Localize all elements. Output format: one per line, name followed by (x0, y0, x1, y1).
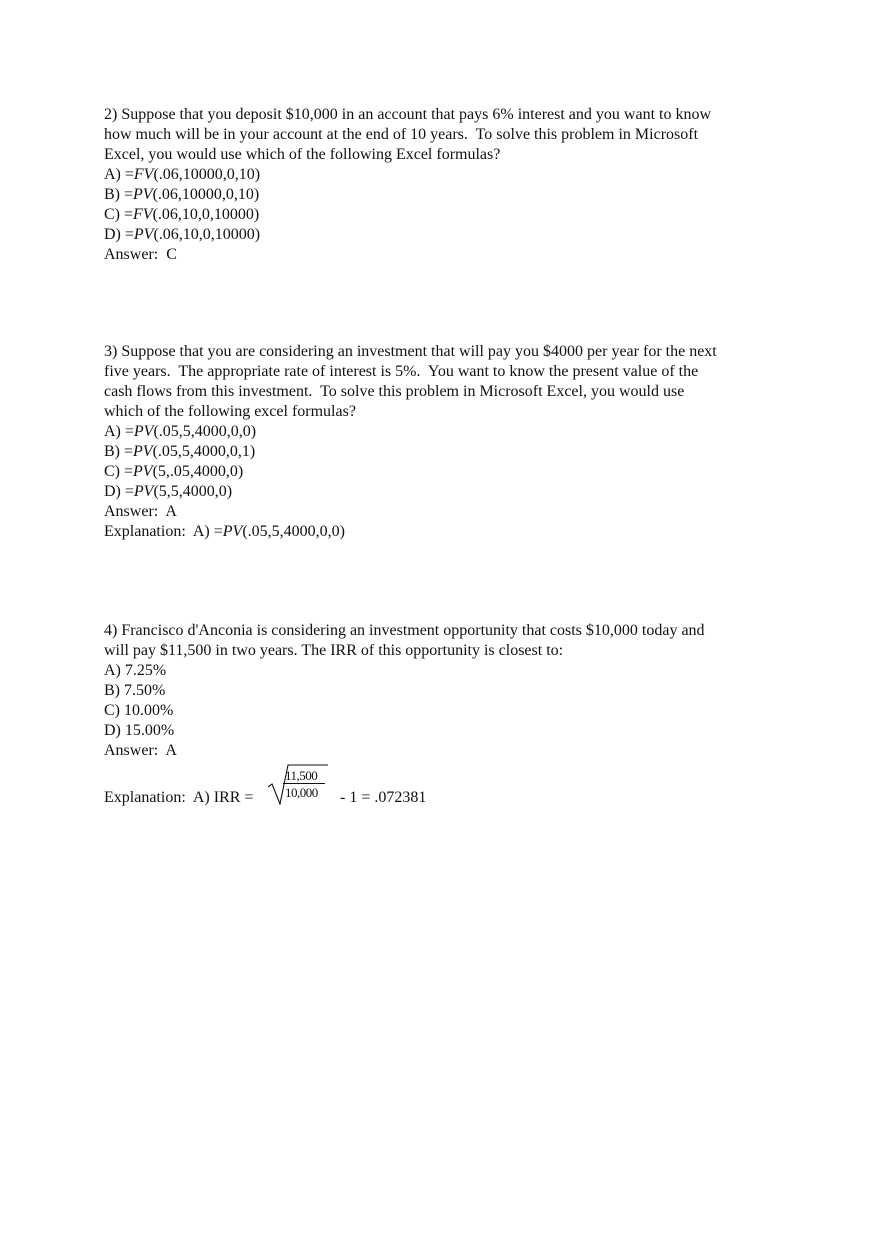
option-function: PV (133, 463, 153, 480)
explanation-function: PV (222, 523, 243, 540)
question-3-option-d (104, 482, 784, 502)
explanation-label: Explanation: A) IRR = (104, 789, 254, 806)
explanation-prefix: Explanation: A) = (104, 523, 223, 540)
option-args: (5,5,4000,0) (153, 483, 233, 500)
option-prefix: B) = (104, 186, 134, 203)
option-function: FV (133, 166, 154, 183)
question-2-stem-line: 2) Suppose that you deposit $10,000 in an account that pays 6% interest and you want to know (104, 106, 712, 123)
question-4-option-a: A) 7.25% (104, 662, 167, 679)
question-4-option-b: B) 7.50% (104, 682, 166, 699)
option-function: PV (133, 483, 154, 500)
question-4-answer: Answer: A (104, 742, 177, 759)
question-3-option-c (104, 462, 784, 482)
question-2-option-a (104, 165, 784, 185)
option-args: (.05,5,4000,0,1) (152, 443, 256, 460)
question-2-answer: Answer: C (104, 246, 177, 263)
explanation-args: (.05,5,4000,0,0) (242, 523, 345, 540)
fraction-denominator: 10,000 (285, 785, 318, 800)
question-2-option-c (104, 205, 784, 225)
option-prefix: A) = (104, 423, 134, 440)
option-function: PV (133, 443, 153, 460)
question-3-stem-line: cash flows from this investment. To solve this problem in Microsoft Excel, you would use (104, 383, 685, 400)
option-function: PV (133, 423, 154, 440)
option-prefix: C) = (104, 463, 134, 480)
option-args: (.06,10,0,10000) (153, 226, 261, 243)
option-function: PV (133, 186, 153, 203)
question-4 (104, 621, 784, 806)
question-2-stem-line: how much will be in your account at the end of 10 years. To solve this problem in Microsoft (104, 126, 699, 143)
question-2-option-b (104, 185, 784, 205)
question-3-option-b (104, 442, 784, 462)
question-3-stem-line: 3) Suppose that you are considering an investment that will pay you $4000 per year for the next (104, 343, 717, 360)
option-prefix: D) = (104, 483, 134, 500)
option-args: (5,.05,4000,0) (152, 463, 244, 480)
question-3-answer: Answer: A (104, 503, 177, 520)
question-4-option-d: D) 15.00% (104, 722, 175, 739)
question-4-explanation (104, 763, 784, 806)
question-3-explanation (104, 522, 784, 542)
option-function: PV (133, 226, 154, 243)
option-args: (.05,5,4000,0,0) (153, 423, 257, 440)
question-3 (104, 342, 784, 542)
explanation-result: - 1 = .072381 (336, 789, 427, 806)
question-3-stem-line: five years. The appropriate rate of interest is 5%. You want to know the present value of the (104, 363, 699, 380)
option-prefix: B) = (104, 443, 134, 460)
fraction-numerator: 11,500 (285, 768, 318, 783)
option-prefix: C) = (104, 206, 134, 223)
question-4-option-c: C) 10.00% (104, 702, 174, 719)
option-args: (.06,10000,0,10) (152, 186, 260, 203)
question-3-option-a (104, 422, 784, 442)
option-args: (.06,10,0,10000) (152, 206, 260, 223)
option-args: (.06,10000,0,10) (153, 166, 261, 183)
question-2-option-d (104, 225, 784, 245)
question-2 (104, 105, 784, 265)
question-4-stem-line: will pay $11,500 in two years. The IRR of this opportunity is closest to: (104, 642, 564, 659)
option-function: FV (133, 206, 153, 223)
question-4-stem-line: 4) Francisco d'Anconia is considering an investment opportunity that costs $10,000 today and (104, 622, 705, 639)
question-2-stem-line: Excel, you would use which of the following Excel formulas? (104, 146, 501, 163)
option-prefix: A) = (104, 166, 134, 183)
question-3-stem-line: which of the following excel formulas? (104, 403, 356, 420)
option-prefix: D) = (104, 226, 134, 243)
